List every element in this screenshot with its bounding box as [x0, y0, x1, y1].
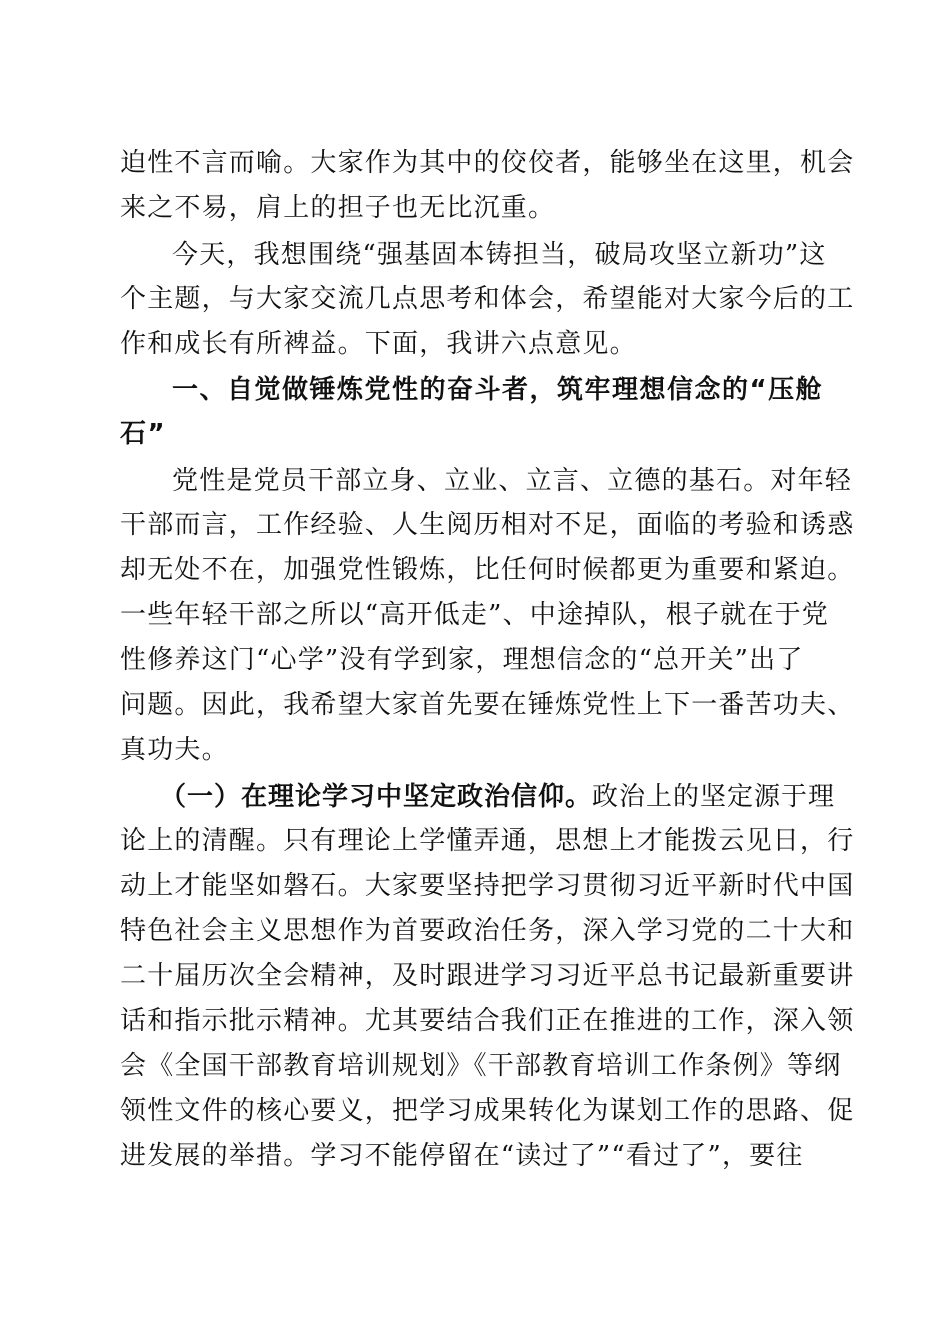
body-text-line: 一些年轻干部之所以“高开低走”、中途掉队，根子就在于党: [120, 600, 829, 630]
subsection-heading: （一）在理论学习中坚定政治信仰。: [160, 782, 593, 812]
body-text-line: 动上才能坚如磐石。大家要坚持把学习贯彻习近平新时代中国: [120, 871, 855, 901]
subsection-line: [160, 782, 835, 812]
subsection-text: 政治上的坚定源于理: [592, 782, 836, 812]
body-text-line: 二十届历次全会精神，及时跟进学习习近平总书记最新重要讲: [120, 961, 855, 991]
paragraph-first-line: 今天，我想围绕“强基固本铸担当，破局攻坚立新功”这: [172, 240, 827, 270]
section-heading-line: 石”: [120, 419, 167, 449]
body-text-line: 领性文件的核心要义，把学习成果转化为谋划工作的思路、促: [120, 1096, 855, 1126]
body-text-line: 进发展的举措。学习不能停留在“读过了”“看过了”，要往: [120, 1141, 804, 1171]
body-text-line: 会《全国干部教育培训规划》《干部教育培训工作条例》等纲: [120, 1051, 842, 1081]
paragraph-first-line: 党性是党员干部立身、立业、立言、立德的基石。对年轻: [172, 466, 853, 496]
body-text-line: 迫性不言而喻。大家作为其中的佼佼者，能够坐在这里，机会: [120, 148, 855, 178]
body-text-line: 来之不易，肩上的担子也无比沉重。: [120, 193, 556, 223]
body-text-line: 个主题，与大家交流几点思考和体会，希望能对大家今后的工: [120, 284, 855, 314]
body-text-line: 问题。因此，我希望大家首先要在锤炼党性上下一番苦功夫、: [120, 690, 855, 720]
body-text-line: 特色社会主义思想作为首要政治任务，深入学习党的二十大和: [120, 916, 855, 946]
body-text-line: 论上的清醒。只有理论上学懂弄通，思想上才能拨云见日，行: [120, 826, 855, 856]
body-text-line: 作和成长有所裨益。下面，我讲六点意见。: [120, 329, 637, 359]
body-text-line: 干部而言，工作经验、人生阅历相对不足，面临的考验和诱惑: [120, 510, 855, 540]
section-heading-line: 一、自觉做锤炼党性的奋斗者，筑牢理想信念的“压舱: [172, 375, 824, 405]
body-text-line: 真功夫。: [120, 735, 229, 765]
body-text-line: 性修养这门“心学”没有学到家，理想信念的“总开关”出了: [120, 645, 804, 675]
body-text-line: 却无处不在，加强党性锻炼，比任何时候都更为重要和紧迫。: [120, 555, 855, 585]
body-text-line: 话和指示批示精神。尤其要结合我们正在推进的工作，深入领: [120, 1006, 855, 1036]
